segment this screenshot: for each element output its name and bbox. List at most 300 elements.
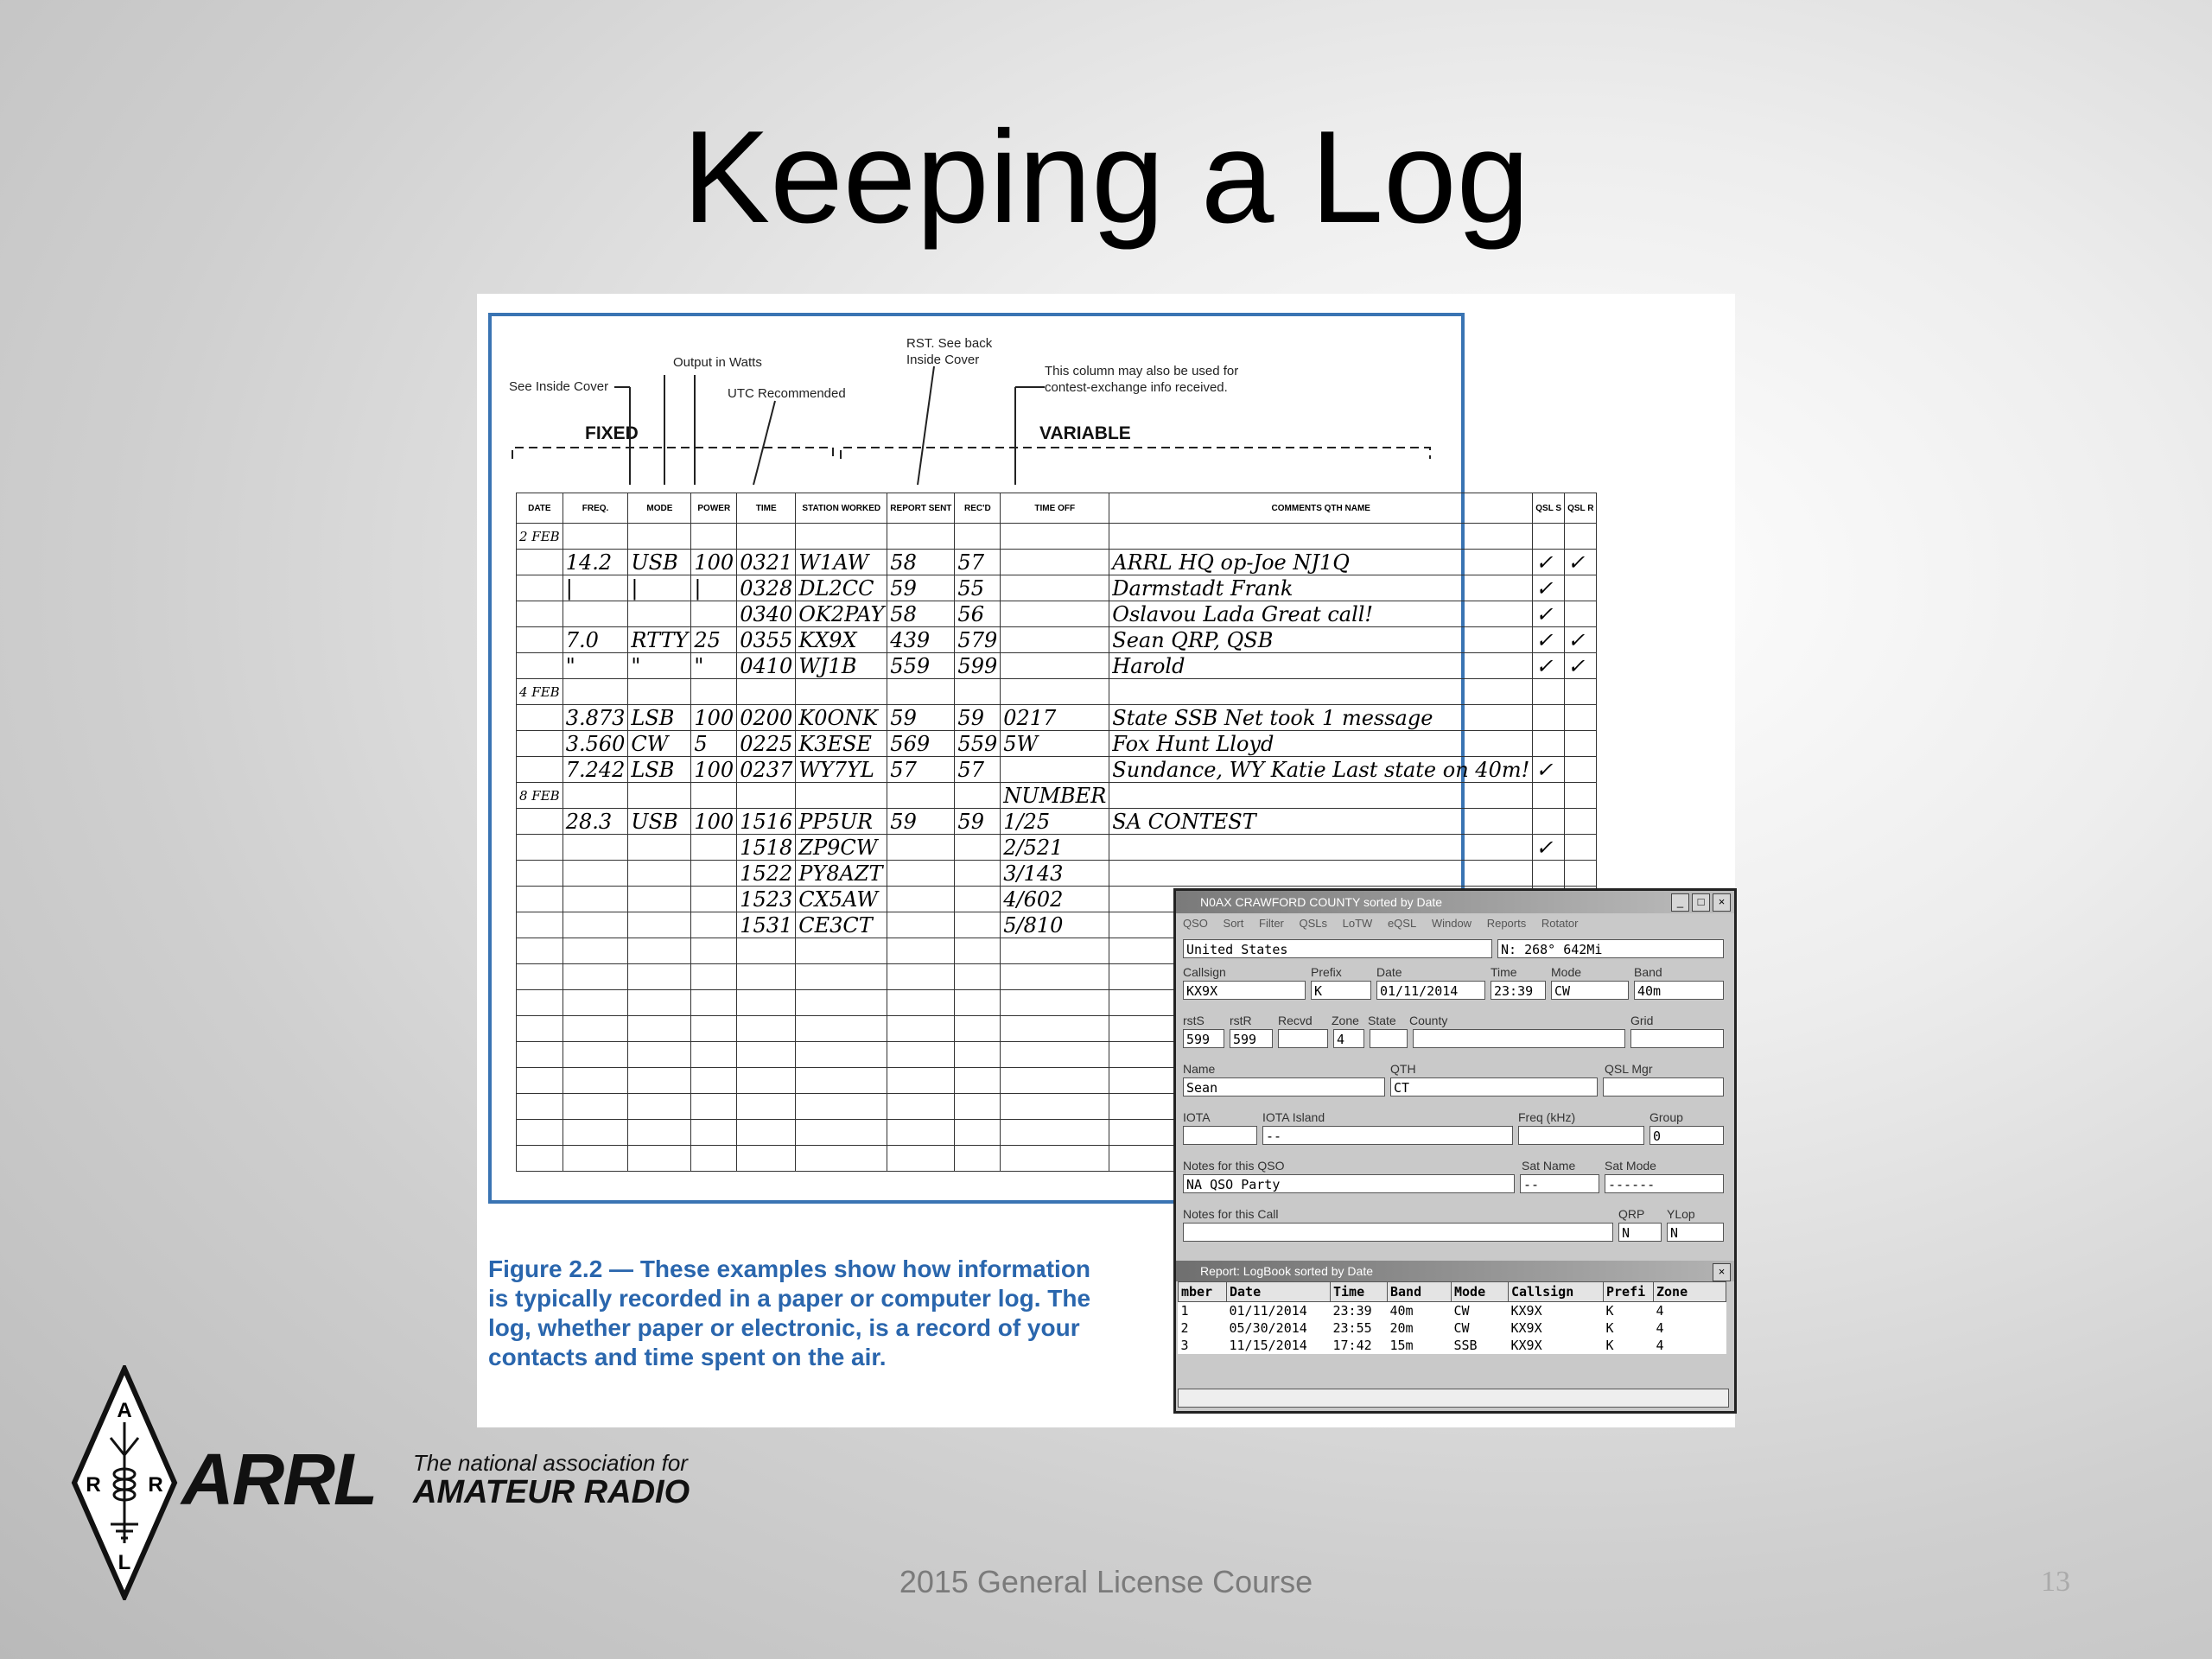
paper-log-cell: PY8AZT — [796, 861, 887, 887]
paper-log-cell — [563, 912, 628, 938]
iota-input[interactable] — [1183, 1126, 1257, 1145]
paper-log-cell — [563, 861, 628, 887]
paper-log-cell — [796, 1068, 887, 1094]
paper-log-cell — [737, 938, 796, 964]
freq-input[interactable] — [1518, 1126, 1644, 1145]
qsl-mgr-input[interactable] — [1603, 1077, 1724, 1096]
paper-log-cell: 14.2 — [563, 550, 628, 575]
paper-log-cell — [796, 964, 887, 990]
paper-log-cell — [737, 1094, 796, 1120]
paper-log-cell: 0217 — [1001, 705, 1109, 731]
paper-log-cell — [563, 835, 628, 861]
paper-log-cell — [887, 1016, 955, 1042]
annotation-rst: RST. See back Inside Cover — [906, 336, 993, 367]
report-cell: 05/30/2014 — [1229, 1320, 1307, 1336]
paper-log-cell — [691, 783, 737, 809]
paper-log-cell: 7.242 — [563, 757, 628, 783]
maximize-button[interactable]: □ — [1692, 893, 1710, 912]
paper-log-cell — [887, 1042, 955, 1068]
paper-log-row — [517, 601, 1597, 627]
logo-tagline-1: The national association for — [413, 1450, 688, 1476]
paper-log-cell: 2/521 — [1001, 835, 1109, 861]
paper-log-cell — [955, 964, 1001, 990]
report-table — [1178, 1281, 1726, 1354]
paper-log-cell — [691, 1042, 737, 1068]
report-cell: KX9X — [1510, 1338, 1542, 1353]
paper-log-cell — [517, 1042, 563, 1068]
callsign-label: Callsign — [1183, 965, 1226, 979]
paper-log-cell: 2 FEB — [517, 524, 563, 550]
paper-log-cell: ✓ — [1565, 550, 1597, 575]
report-row[interactable] — [1179, 1302, 1726, 1320]
paper-log-cell — [887, 1120, 955, 1146]
paper-log-cell — [628, 912, 691, 938]
qrp-label: QRP — [1618, 1207, 1645, 1221]
paper-log-cell — [517, 887, 563, 912]
report-cell: 4 — [1656, 1338, 1664, 1353]
paper-log-cell — [955, 1146, 1001, 1172]
paper-log-cell — [1565, 705, 1597, 731]
menu-filter[interactable]: Filter — [1259, 917, 1284, 930]
menu-qsls[interactable]: QSLs — [1299, 917, 1328, 930]
sat-name-label: Sat Name — [1522, 1159, 1576, 1173]
paper-log-cell — [691, 1068, 737, 1094]
qth-label: QTH — [1390, 1062, 1416, 1076]
paper-log-cell: ✓ — [1533, 653, 1565, 679]
paper-log-cell: State SSB Net took 1 message — [1109, 705, 1533, 731]
paper-log-cell — [887, 835, 955, 861]
paper-log-cell — [1533, 524, 1565, 550]
paper-log-cell — [517, 1094, 563, 1120]
zone-label: Zone — [1332, 1014, 1359, 1027]
paper-log-cell: | — [691, 575, 737, 601]
paper-log-cell — [517, 861, 563, 887]
close-button[interactable]: × — [1713, 893, 1731, 912]
paper-log-cell — [1109, 783, 1533, 809]
iota-label: IOTA — [1183, 1110, 1211, 1124]
paper-log-col-header: DATE — [517, 493, 563, 524]
paper-log-cell: LSB — [628, 705, 691, 731]
report-close-button[interactable]: × — [1713, 1263, 1731, 1281]
paper-log-cell — [563, 1146, 628, 1172]
paper-log-cell: 1/25 — [1001, 809, 1109, 835]
report-cell: CW — [1453, 1303, 1470, 1319]
paper-log-cell — [737, 679, 796, 705]
paper-log-col-header: FREQ. — [563, 493, 628, 524]
paper-log-cell — [955, 938, 1001, 964]
paper-log-col-header: TIME — [737, 493, 796, 524]
paper-log-cell: W1AW — [796, 550, 887, 575]
menu-eqsl[interactable]: eQSL — [1387, 917, 1417, 930]
paper-log-cell: 569 — [887, 731, 955, 757]
report-cell: CW — [1453, 1320, 1470, 1336]
paper-log-cell — [691, 835, 737, 861]
notes-qso-input[interactable]: NA QSO Party — [1183, 1174, 1515, 1193]
rstr-input[interactable]: 599 — [1230, 1029, 1273, 1048]
report-window — [1176, 1261, 1734, 1411]
paper-log-cell — [517, 705, 563, 731]
figure-caption: Figure 2.2 — These examples show how information is typically recorded in a paper or computer log. The log, whether paper or electronic, is a record of your contacts and time spent on the air. — [488, 1255, 1091, 1370]
paper-log-cell — [628, 783, 691, 809]
paper-log-cell: ✓ — [1533, 575, 1565, 601]
paper-log-row — [517, 575, 1597, 601]
menu-window[interactable]: Window — [1431, 917, 1472, 930]
logger-title: N0AX CRAWFORD COUNTY sorted by Date — [1200, 895, 1443, 909]
name-input[interactable]: Sean — [1183, 1077, 1385, 1096]
minimize-button[interactable]: _ — [1671, 893, 1689, 912]
paper-log-cell — [1565, 835, 1597, 861]
paper-log-cell — [955, 1068, 1001, 1094]
paper-log-cell — [517, 938, 563, 964]
recvd-input[interactable] — [1278, 1029, 1328, 1048]
report-cell: 2 — [1180, 1320, 1189, 1336]
paper-log-cell — [796, 990, 887, 1016]
slide-footer: 2015 General License Course — [899, 1564, 1313, 1599]
paper-log-row — [517, 861, 1597, 887]
paper-log-cell: 59 — [887, 705, 955, 731]
paper-log-cell — [517, 550, 563, 575]
county-label: County — [1409, 1014, 1448, 1027]
paper-log-cell — [955, 1042, 1001, 1068]
paper-log-cell — [1001, 938, 1109, 964]
paper-log-cell — [796, 1094, 887, 1120]
paper-log-cell — [887, 1068, 955, 1094]
annotation-utc: UTC Recommended — [728, 386, 846, 401]
paper-log-cell — [628, 964, 691, 990]
paper-log-cell: 579 — [955, 627, 1001, 653]
notes-call-label: Notes for this Call — [1183, 1207, 1279, 1221]
paper-log-cell: 3.560 — [563, 731, 628, 757]
paper-log-cell — [517, 964, 563, 990]
report-cell: 17:42 — [1332, 1338, 1372, 1353]
paper-log-cell — [628, 1016, 691, 1042]
report-cell: K — [1605, 1303, 1614, 1319]
paper-log-cell — [737, 1068, 796, 1094]
qrp-input[interactable]: N — [1618, 1223, 1662, 1242]
paper-log-cell: Darmstadt Frank — [1109, 575, 1533, 601]
paper-log-cell — [517, 1146, 563, 1172]
sat-mode-input[interactable]: ------ — [1605, 1174, 1724, 1193]
menu-rotator[interactable]: Rotator — [1541, 917, 1579, 930]
paper-log-cell: " — [691, 653, 737, 679]
paper-log-cell: 7.0 — [563, 627, 628, 653]
paper-log-cell: ARRL HQ op-Joe NJ1Q — [1109, 550, 1533, 575]
paper-log-cell — [1001, 653, 1109, 679]
paper-log-cell: NUMBER — [1001, 783, 1109, 809]
paper-log-cell: ✓ — [1565, 627, 1597, 653]
paper-log-cell — [628, 887, 691, 912]
report-row[interactable] — [1179, 1337, 1726, 1354]
paper-log-cell — [517, 809, 563, 835]
paper-log-cell: LSB — [628, 757, 691, 783]
zone-input[interactable]: 4 — [1333, 1029, 1364, 1048]
paper-log-cell: 1522 — [737, 861, 796, 887]
paper-log-row — [517, 731, 1597, 757]
report-cell: 23:39 — [1332, 1303, 1372, 1319]
report-row[interactable] — [1179, 1319, 1726, 1337]
paper-log-cell — [691, 1146, 737, 1172]
date-input[interactable]: 01/11/2014 — [1376, 981, 1485, 1000]
paper-log-cell: 0225 — [737, 731, 796, 757]
paper-log-cell: 599 — [955, 653, 1001, 679]
paper-log-cell — [1001, 1120, 1109, 1146]
paper-log-cell — [887, 861, 955, 887]
paper-log-cell: 59 — [887, 575, 955, 601]
report-col-header[interactable]: Callsign — [1509, 1282, 1604, 1302]
paper-log-cell — [1533, 705, 1565, 731]
paper-log-cell — [1109, 524, 1533, 550]
paper-log-cell: 25 — [691, 627, 737, 653]
paper-log-cell — [796, 524, 887, 550]
paper-log-cell — [628, 835, 691, 861]
paper-log-cell — [1109, 679, 1533, 705]
paper-log-cell — [691, 1094, 737, 1120]
grid-label: Grid — [1630, 1014, 1654, 1027]
paper-log-cell — [1109, 835, 1533, 861]
paper-log-cell — [737, 1042, 796, 1068]
paper-log-cell — [1565, 601, 1597, 627]
paper-log-cell: 0237 — [737, 757, 796, 783]
paper-log-cell: 100 — [691, 705, 737, 731]
paper-log-row — [517, 679, 1597, 705]
sat-name-input[interactable]: -- — [1520, 1174, 1599, 1193]
paper-log-cell: WY7YL — [796, 757, 887, 783]
paper-log-cell — [955, 912, 1001, 938]
paper-log-cell: 559 — [887, 653, 955, 679]
paper-log-cell — [563, 990, 628, 1016]
paper-log-cell — [517, 990, 563, 1016]
paper-log-cell: KX9X — [796, 627, 887, 653]
horizontal-scrollbar[interactable] — [1178, 1389, 1729, 1408]
paper-log-cell — [691, 990, 737, 1016]
paper-log-cell — [628, 1120, 691, 1146]
menu-lotw[interactable]: LoTW — [1342, 917, 1373, 930]
paper-log-cell: USB — [628, 809, 691, 835]
county-input[interactable] — [1413, 1029, 1625, 1048]
paper-log-cell — [517, 1068, 563, 1094]
svg-text:L: L — [118, 1551, 131, 1574]
page-number: 13 — [2041, 1566, 2070, 1598]
report-col-header[interactable]: Band — [1388, 1282, 1452, 1302]
paper-log-cell: 0340 — [737, 601, 796, 627]
paper-log-cell: 59 — [955, 705, 1001, 731]
paper-log-cell — [563, 524, 628, 550]
paper-log-cell — [1533, 861, 1565, 887]
paper-log-cell — [955, 835, 1001, 861]
paper-log-cell — [1001, 679, 1109, 705]
iota-island-input[interactable]: -- — [1262, 1126, 1513, 1145]
report-cell: 20m — [1389, 1320, 1414, 1336]
paper-log-cell — [563, 1068, 628, 1094]
menu-sort[interactable]: Sort — [1223, 917, 1244, 930]
paper-log-cell: 8 FEB — [517, 783, 563, 809]
annotation-output-watts: Output in Watts — [673, 355, 762, 370]
logger-window — [1173, 888, 1737, 1414]
paper-log-cell: 0200 — [737, 705, 796, 731]
paper-log-cell: SA CONTEST — [1109, 809, 1533, 835]
paper-log-cell: 28.3 — [563, 809, 628, 835]
callsign-input[interactable]: KX9X — [1183, 981, 1306, 1000]
paper-log-cell — [796, 1042, 887, 1068]
paper-log-cell: CW — [628, 731, 691, 757]
paper-log-cell — [691, 524, 737, 550]
paper-log-cell — [1565, 861, 1597, 887]
paper-log-cell: ✓ — [1533, 627, 1565, 653]
report-cell: 3 — [1180, 1338, 1189, 1353]
paper-log-cell: 58 — [887, 550, 955, 575]
paper-log-cell — [691, 861, 737, 887]
rsts-input[interactable]: 599 — [1183, 1029, 1224, 1048]
paper-log-row — [517, 524, 1597, 550]
paper-log-cell: Sundance, WY Katie Last state on 40m! — [1109, 757, 1533, 783]
arrl-wordmark: ARRL — [181, 1439, 377, 1520]
paper-log-cell — [1001, 1042, 1109, 1068]
paper-log-cell — [796, 783, 887, 809]
paper-log-cell — [955, 783, 1001, 809]
report-col-header[interactable]: Mode — [1452, 1282, 1509, 1302]
paper-log-cell — [1001, 1146, 1109, 1172]
ylop-input[interactable]: N — [1667, 1223, 1724, 1242]
report-cell: 4 — [1656, 1320, 1664, 1336]
paper-log-cell — [796, 1016, 887, 1042]
paper-log-cell: 4/602 — [1001, 887, 1109, 912]
report-cell: 1 — [1180, 1303, 1189, 1319]
paper-log-cell: 0328 — [737, 575, 796, 601]
svg-text:A: A — [117, 1399, 132, 1422]
paper-log-cell — [1565, 731, 1597, 757]
paper-log-cell — [955, 1016, 1001, 1042]
report-title: Report: LogBook sorted by Date — [1200, 1264, 1374, 1278]
logo-tagline-2: AMATEUR RADIO — [413, 1474, 690, 1510]
paper-log-cell: ✓ — [1533, 601, 1565, 627]
recvd-label: Recvd — [1278, 1014, 1313, 1027]
paper-log-cell: USB — [628, 550, 691, 575]
paper-log-cell — [691, 964, 737, 990]
paper-log-row — [517, 550, 1597, 575]
paper-log-cell — [1001, 964, 1109, 990]
paper-log-cell — [1565, 575, 1597, 601]
paper-log-row — [517, 835, 1597, 861]
band-input[interactable]: 40m — [1634, 981, 1724, 1000]
menu-qso[interactable]: QSO — [1183, 917, 1208, 930]
time-input[interactable]: 23:39 — [1491, 981, 1546, 1000]
qsl-mgr-label: QSL Mgr — [1605, 1062, 1653, 1076]
paper-log-cell — [1001, 575, 1109, 601]
paper-log-cell: 100 — [691, 809, 737, 835]
logger-titlebar — [1176, 891, 1734, 913]
paper-log-cell — [737, 1146, 796, 1172]
report-titlebar — [1176, 1261, 1734, 1281]
paper-log-cell — [628, 861, 691, 887]
paper-log-cell: | — [628, 575, 691, 601]
date-label: Date — [1376, 965, 1402, 979]
paper-log-cell — [796, 679, 887, 705]
paper-log-cell: 0410 — [737, 653, 796, 679]
report-col-header[interactable]: Date — [1227, 1282, 1331, 1302]
report-col-header[interactable]: Time — [1331, 1282, 1388, 1302]
report-cell: 4 — [1656, 1303, 1664, 1319]
notes-call-input[interactable] — [1183, 1223, 1613, 1242]
group-input[interactable]: 0 — [1649, 1126, 1724, 1145]
paper-log-cell — [517, 627, 563, 653]
report-col-header[interactable]: Zone — [1654, 1282, 1726, 1302]
paper-log-cell: 559 — [955, 731, 1001, 757]
paper-log-cell — [887, 524, 955, 550]
paper-log-row — [517, 757, 1597, 783]
paper-log-cell — [1565, 809, 1597, 835]
paper-log-cell: Fox Hunt Lloyd — [1109, 731, 1533, 757]
paper-log-cell: 3/143 — [1001, 861, 1109, 887]
paper-log-cell — [955, 1094, 1001, 1120]
paper-log-cell: 4 FEB — [517, 679, 563, 705]
paper-log-cell — [887, 964, 955, 990]
paper-log-cell: 1531 — [737, 912, 796, 938]
paper-log-cell: DL2CC — [796, 575, 887, 601]
paper-log-header — [517, 493, 1597, 524]
grid-input[interactable] — [1630, 1029, 1724, 1048]
paper-log-cell — [1533, 809, 1565, 835]
report-col-header[interactable]: Prefi — [1604, 1282, 1654, 1302]
paper-log-cell — [628, 601, 691, 627]
paper-log-cell — [563, 1120, 628, 1146]
menu-reports[interactable]: Reports — [1486, 917, 1527, 930]
paper-log-cell — [737, 990, 796, 1016]
paper-log-cell — [887, 1094, 955, 1120]
paper-log-cell: 5W — [1001, 731, 1109, 757]
paper-log-cell — [737, 524, 796, 550]
paper-log-cell — [887, 912, 955, 938]
paper-log-cell: 5/810 — [1001, 912, 1109, 938]
paper-log-cell — [628, 1042, 691, 1068]
paper-log-cell: 0321 — [737, 550, 796, 575]
svg-text:R: R — [86, 1473, 101, 1497]
report-col-header[interactable]: mber — [1179, 1282, 1227, 1302]
mode-input[interactable]: CW — [1551, 981, 1629, 1000]
paper-log-cell — [563, 964, 628, 990]
paper-log-cell — [1565, 783, 1597, 809]
state-input[interactable] — [1370, 1029, 1408, 1048]
report-cell: SSB — [1453, 1338, 1478, 1353]
paper-log-cell: WJ1B — [796, 653, 887, 679]
paper-log-cell: 57 — [887, 757, 955, 783]
paper-log-cell: Oslavou Lada Great call! — [1109, 601, 1533, 627]
paper-log-cell — [628, 938, 691, 964]
paper-log-cell: 55 — [955, 575, 1001, 601]
paper-log-cell: " — [563, 653, 628, 679]
qth-input[interactable]: CT — [1390, 1077, 1598, 1096]
paper-log-cell — [517, 653, 563, 679]
paper-log-cell — [1001, 550, 1109, 575]
paper-log-cell — [796, 938, 887, 964]
report-cell: 23:55 — [1332, 1320, 1372, 1336]
paper-log-cell — [628, 1146, 691, 1172]
report-cell: 11/15/2014 — [1229, 1338, 1307, 1353]
paper-log-cell: 100 — [691, 757, 737, 783]
prefix-input[interactable]: K — [1311, 981, 1371, 1000]
report-cell: 01/11/2014 — [1229, 1303, 1307, 1319]
paper-log-cell: ✓ — [1533, 757, 1565, 783]
paper-log-cell — [691, 1016, 737, 1042]
paper-log-cell — [517, 731, 563, 757]
paper-log-cell: 5 — [691, 731, 737, 757]
paper-log-cell — [887, 990, 955, 1016]
rstr-label: rstR — [1230, 1014, 1252, 1027]
paper-log-cell: ✓ — [1533, 550, 1565, 575]
slide-title: Keeping a Log — [682, 104, 1530, 251]
report-header — [1179, 1282, 1726, 1302]
paper-log-col-header: MODE — [628, 493, 691, 524]
ylop-label: YLop — [1667, 1207, 1695, 1221]
